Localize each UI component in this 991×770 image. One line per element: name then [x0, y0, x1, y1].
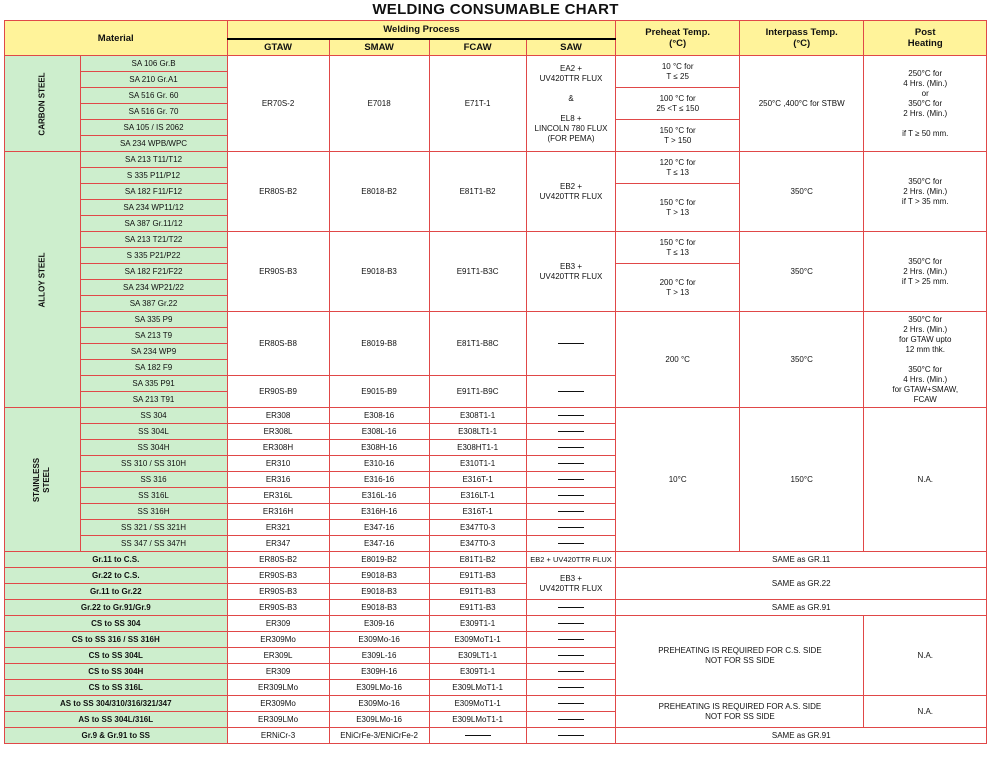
saw-cell-none [526, 616, 616, 632]
dash-mark [558, 623, 584, 624]
same-as-cell: SAME as GR.11 [616, 552, 987, 568]
fcaw-cell: E309T1-1 [429, 616, 526, 632]
smaw-cell: E309-16 [329, 616, 429, 632]
material-cell: SA 182 F9 [80, 360, 227, 376]
header-smaw: SMAW [329, 39, 429, 56]
material-cell: SS 316 [80, 472, 227, 488]
preheat-cell: 200 °C [616, 312, 740, 408]
material-cell: Gr.22 to C.S. [5, 568, 228, 584]
dash-mark [558, 543, 584, 544]
fcaw-cell: E308T1-1 [429, 408, 526, 424]
preheat-note-cell: PREHEATING IS REQUIRED FOR C.S. SIDE NOT FOR SS SIDE [616, 616, 864, 696]
material-cell: SA 335 P91 [80, 376, 227, 392]
material-cell: SS 321 / SS 321H [80, 520, 227, 536]
preheat-cell: 100 °C for 25 <T ≤ 150 [616, 88, 740, 120]
fcaw-cell: E309LMoT1-1 [429, 712, 526, 728]
smaw-cell: E347-16 [329, 520, 429, 536]
post-heating-cell: N.A. [864, 408, 987, 552]
header-material: Material [5, 21, 228, 56]
dash-mark [558, 639, 584, 640]
saw-cell-none [526, 712, 616, 728]
post-heating-cell: N.A. [864, 616, 987, 696]
fcaw-cell: E309MoT1-1 [429, 632, 526, 648]
fcaw-cell: E347T0-3 [429, 520, 526, 536]
gtaw-cell: ER309 [227, 616, 329, 632]
material-cell: SS 304H [80, 440, 227, 456]
material-cell: Gr.11 to Gr.22 [5, 584, 228, 600]
fcaw-cell: E309T1-1 [429, 664, 526, 680]
gtaw-cell: ER90S-B3 [227, 584, 329, 600]
fcaw-cell: E309LT1-1 [429, 648, 526, 664]
smaw-cell: E316L-16 [329, 488, 429, 504]
dash-mark [558, 431, 584, 432]
smaw-cell: E316-16 [329, 472, 429, 488]
preheat-cell: 150 °C for T > 150 [616, 120, 740, 152]
fcaw-cell: E91T1-B3 [429, 600, 526, 616]
saw-cell-none [526, 520, 616, 536]
material-cell: SA 182 F11/F12 [80, 184, 227, 200]
saw-cell-none [526, 680, 616, 696]
saw-cell-none [526, 472, 616, 488]
dash-mark [558, 719, 584, 720]
material-cell: S 335 P11/P12 [80, 168, 227, 184]
post-heating-cell: 350°C for 2 Hrs. (Min.) if T > 35 mm. [864, 152, 987, 232]
fcaw-cell: E308LT1-1 [429, 424, 526, 440]
material-cell: SS 310 / SS 310H [80, 456, 227, 472]
smaw-cell: E310-16 [329, 456, 429, 472]
material-cell: SA 387 Gr.11/12 [80, 216, 227, 232]
chart-title: WELDING CONSUMABLE CHART [372, 1, 619, 18]
gtaw-cell: ER309LMo [227, 712, 329, 728]
interpass-cell: 350°C [739, 152, 864, 232]
material-cell: SA 106 Gr.B [80, 56, 227, 72]
dash-mark [558, 735, 584, 736]
material-cell: SS 316L [80, 488, 227, 504]
smaw-cell: E9018-B3 [329, 600, 429, 616]
saw-cell-none [526, 696, 616, 712]
dash-mark [558, 447, 584, 448]
material-cell: SS 304L [80, 424, 227, 440]
smaw-cell: E9015-B9 [329, 376, 429, 408]
dash-mark [558, 527, 584, 528]
saw-cell-none [526, 488, 616, 504]
fcaw-cell: E91T1-B3 [429, 568, 526, 584]
dash-mark [558, 687, 584, 688]
smaw-cell: E9018-B3 [329, 568, 429, 584]
material-cell: SA 213 T21/T22 [80, 232, 227, 248]
preheat-cell: 200 °C for T > 13 [616, 264, 740, 312]
preheat-cell: 10°C [616, 408, 740, 552]
material-cell: SA 182 F21/F22 [80, 264, 227, 280]
material-cell: SA 210 Gr.A1 [80, 72, 227, 88]
gtaw-cell: ER308L [227, 424, 329, 440]
interpass-cell: 350°C [739, 312, 864, 408]
material-cell: SA 213 T11/T12 [80, 152, 227, 168]
material-cell: AS to SS 304L/316L [5, 712, 228, 728]
gtaw-cell: ER70S-2 [227, 56, 329, 152]
saw-cell: EA2 + UV420TTR FLUX & EL8 + LINCOLN 780 FLUX (FOR PEMA) [526, 56, 616, 152]
gtaw-cell: ER316H [227, 504, 329, 520]
preheat-cell: 10 °C for T ≤ 25 [616, 56, 740, 88]
smaw-cell: E309LMo-16 [329, 712, 429, 728]
post-heating-cell: 350°C for 2 Hrs. (Min.) for GTAW upto 12 mm thk. 350°C for 4 Hrs. (Min.) for GTAW+SMAW, FCAW [864, 312, 987, 408]
fcaw-cell: E91T1-B9C [429, 376, 526, 408]
dash-mark [558, 671, 584, 672]
material-cell: SS 316H [80, 504, 227, 520]
header-preheat: Preheat Temp. (°C) [616, 21, 740, 56]
fcaw-cell: E310T1-1 [429, 456, 526, 472]
material-cell: SA 234 WP9 [80, 344, 227, 360]
fcaw-cell: E316T-1 [429, 472, 526, 488]
fcaw-cell: E316T-1 [429, 504, 526, 520]
saw-cell: EB2 + UV420TTR FLUX [526, 152, 616, 232]
smaw-cell: E8018-B2 [329, 152, 429, 232]
gtaw-cell: ER90S-B9 [227, 376, 329, 408]
header-saw: SAW [526, 39, 616, 56]
smaw-cell: E316H-16 [329, 504, 429, 520]
interpass-cell: 150°C [739, 408, 864, 552]
smaw-cell: E347-16 [329, 536, 429, 552]
gtaw-cell: ER347 [227, 536, 329, 552]
post-heating-cell: 250°C for 4 Hrs. (Min.) or 350°C for 2 Hrs. (Min.) if T ≥ 50 mm. [864, 56, 987, 152]
gtaw-cell: ER309LMo [227, 680, 329, 696]
dash-mark [558, 511, 584, 512]
saw-cell-none [526, 312, 616, 376]
gtaw-cell: ER90S-B3 [227, 568, 329, 584]
smaw-cell: E308L-16 [329, 424, 429, 440]
dash-mark [558, 703, 584, 704]
gtaw-cell: ER80S-B8 [227, 312, 329, 376]
header-fcaw: FCAW [429, 39, 526, 56]
group-carbon-steel: CARBON STEEL [5, 56, 81, 152]
smaw-cell: E309L-16 [329, 648, 429, 664]
fcaw-cell: E91T1-B3C [429, 232, 526, 312]
gtaw-cell: ER308 [227, 408, 329, 424]
saw-cell: EB3 + UV420TTR FLUX [526, 568, 616, 600]
dash-mark [558, 479, 584, 480]
material-cell: SA 213 T91 [80, 392, 227, 408]
material-cell: Gr.9 & Gr.91 to SS [5, 728, 228, 744]
material-cell: CS to SS 304 [5, 616, 228, 632]
saw-cell-none [526, 600, 616, 616]
smaw-cell: E8019-B2 [329, 552, 429, 568]
gtaw-cell: ER316L [227, 488, 329, 504]
smaw-cell: E309H-16 [329, 664, 429, 680]
gtaw-cell: ER309Mo [227, 696, 329, 712]
fcaw-cell: E309MoT1-1 [429, 696, 526, 712]
material-cell: SA 335 P9 [80, 312, 227, 328]
saw-cell-none [526, 632, 616, 648]
smaw-cell: ENiCrFe-3/ENiCrFe-2 [329, 728, 429, 744]
material-cell: AS to SS 304/310/316/321/347 [5, 696, 228, 712]
smaw-cell: E309Mo-16 [329, 632, 429, 648]
material-cell: Gr.22 to Gr.91/Gr.9 [5, 600, 228, 616]
saw-cell-none [526, 536, 616, 552]
gtaw-cell: ER90S-B3 [227, 600, 329, 616]
gtaw-cell: ER90S-B3 [227, 232, 329, 312]
material-cell: SA 516 Gr. 60 [80, 88, 227, 104]
saw-cell-none [526, 456, 616, 472]
material-cell: SA 234 WP11/12 [80, 200, 227, 216]
fcaw-cell: E81T1-B2 [429, 552, 526, 568]
preheat-cell: 150 °C for T ≤ 13 [616, 232, 740, 264]
fcaw-cell: E81T1-B2 [429, 152, 526, 232]
header-gtaw: GTAW [227, 39, 329, 56]
gtaw-cell: ER80S-B2 [227, 152, 329, 232]
material-cell: SS 304 [80, 408, 227, 424]
preheat-cell: 150 °C for T > 13 [616, 184, 740, 232]
header-interpass: Interpass Temp. (°C) [739, 21, 864, 56]
group-alloy-steel: ALLOY STEEL [5, 152, 81, 408]
welding-consumable-table [4, 20, 987, 744]
fcaw-cell: E316LT-1 [429, 488, 526, 504]
material-cell: CS to SS 316 / SS 316H [5, 632, 228, 648]
saw-cell-none [526, 664, 616, 680]
saw-cell-none [526, 648, 616, 664]
preheat-note-cell: PREHEATING IS REQUIRED FOR A.S. SIDE NOT FOR SS SIDE [616, 696, 864, 728]
material-cell: SA 234 WPB/WPC [80, 136, 227, 152]
gtaw-cell: ER316 [227, 472, 329, 488]
preheat-cell: 120 °C for T ≤ 13 [616, 152, 740, 184]
material-cell: S 335 P21/P22 [80, 248, 227, 264]
dash-mark [558, 343, 584, 344]
saw-cell-none [526, 504, 616, 520]
fcaw-cell: E71T-1 [429, 56, 526, 152]
smaw-cell: E308-16 [329, 408, 429, 424]
fcaw-cell: E347T0-3 [429, 536, 526, 552]
gtaw-cell: ER309Mo [227, 632, 329, 648]
fcaw-cell: E91T1-B3 [429, 584, 526, 600]
smaw-cell: E7018 [329, 56, 429, 152]
interpass-cell: 350°C [739, 232, 864, 312]
material-cell: CS to SS 316L [5, 680, 228, 696]
dash-mark [558, 391, 584, 392]
gtaw-cell: ER309 [227, 664, 329, 680]
saw-cell-none [526, 440, 616, 456]
post-heating-cell: N.A. [864, 696, 987, 728]
fcaw-cell: E81T1-B8C [429, 312, 526, 376]
same-as-cell: SAME as GR.91 [616, 600, 987, 616]
saw-cell-none [526, 728, 616, 744]
material-cell: SA 105 / IS 2062 [80, 120, 227, 136]
smaw-cell: E308H-16 [329, 440, 429, 456]
fcaw-cell: E309LMoT1-1 [429, 680, 526, 696]
post-heating-cell: 350°C for 2 Hrs. (Min.) if T > 25 mm. [864, 232, 987, 312]
same-as-cell: SAME as GR.22 [616, 568, 987, 600]
gtaw-cell: ER309L [227, 648, 329, 664]
material-cell: SA 387 Gr.22 [80, 296, 227, 312]
saw-cell: EB3 + UV420TTR FLUX [526, 232, 616, 312]
dash-mark [558, 415, 584, 416]
smaw-cell: E9018-B3 [329, 584, 429, 600]
smaw-cell: E9018-B3 [329, 232, 429, 312]
gtaw-cell: ER321 [227, 520, 329, 536]
fcaw-cell-none [429, 728, 526, 744]
saw-cell-none [526, 408, 616, 424]
table-body [5, 21, 987, 744]
material-cell: CS to SS 304H [5, 664, 228, 680]
header-post-heating: Post Heating [864, 21, 987, 56]
fcaw-cell: E308HT1-1 [429, 440, 526, 456]
smaw-cell: E309Mo-16 [329, 696, 429, 712]
dash-mark [558, 607, 584, 608]
same-as-cell: SAME as GR.91 [616, 728, 987, 744]
interpass-cell: 250°C ,400°C for STBW [739, 56, 864, 152]
dash-mark [558, 463, 584, 464]
gtaw-cell: ER80S-B2 [227, 552, 329, 568]
material-cell: Gr.11 to C.S. [5, 552, 228, 568]
gtaw-cell: ER308H [227, 440, 329, 456]
material-cell: SS 347 / SS 347H [80, 536, 227, 552]
smaw-cell: E309LMo-16 [329, 680, 429, 696]
material-cell: SA 213 T9 [80, 328, 227, 344]
header-welding-process: Welding Process [227, 21, 616, 39]
dash-mark [465, 735, 491, 736]
group-stainless-steel: STAINLESS STEEL [5, 408, 81, 552]
material-cell: CS to SS 304L [5, 648, 228, 664]
smaw-cell: E8019-B8 [329, 312, 429, 376]
dash-mark [558, 655, 584, 656]
dash-mark [558, 495, 584, 496]
gtaw-cell: ERNiCr-3 [227, 728, 329, 744]
saw-cell-none [526, 376, 616, 408]
material-cell: SA 234 WP21/22 [80, 280, 227, 296]
saw-cell-none [526, 424, 616, 440]
saw-cell: EB2 + UV420TTR FLUX [526, 552, 616, 568]
gtaw-cell: ER310 [227, 456, 329, 472]
material-cell: SA 516 Gr. 70 [80, 104, 227, 120]
